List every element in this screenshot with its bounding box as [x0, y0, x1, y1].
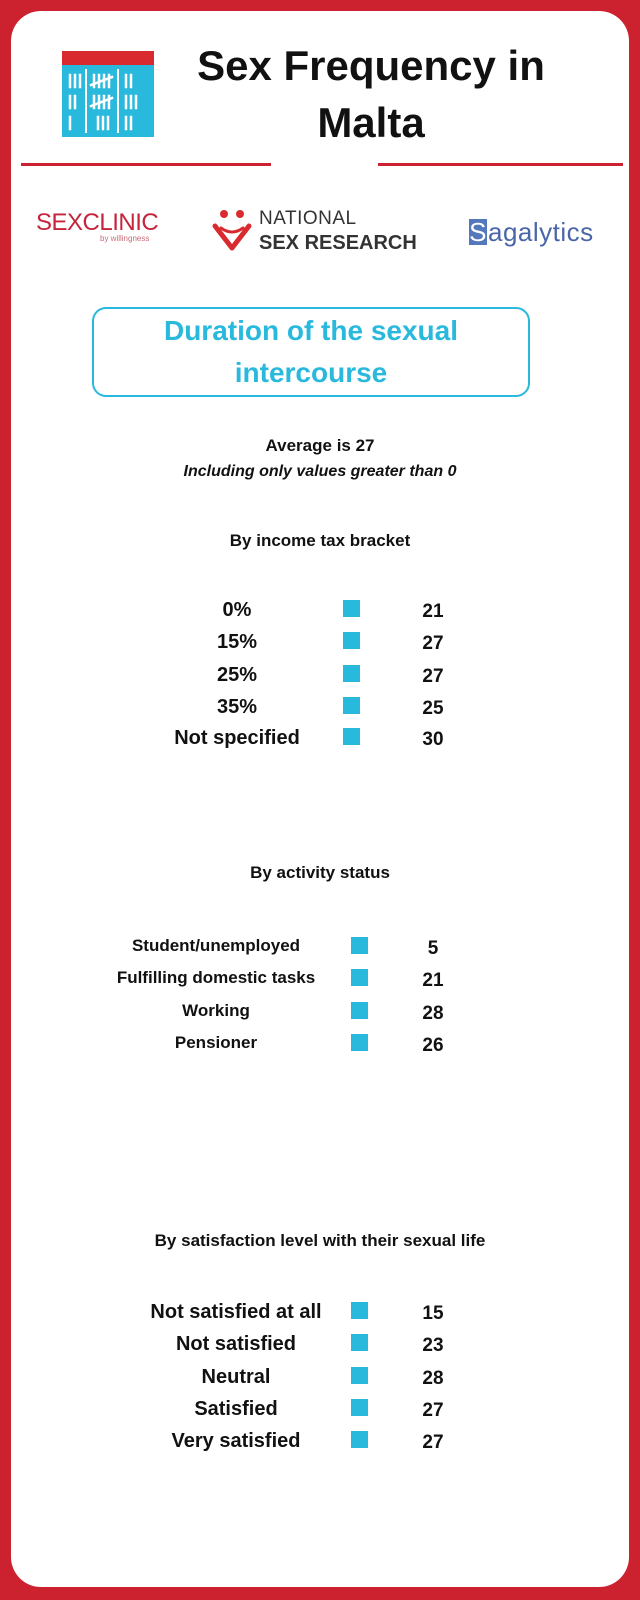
row-marker-square	[351, 1302, 368, 1319]
row-label: Student/unemployed	[131, 936, 301, 955]
row-label: 35%	[216, 696, 258, 718]
heart-logo-icon	[211, 208, 253, 254]
average-text: Average is 27	[265, 436, 375, 455]
row-value: 25	[422, 698, 444, 719]
row-label: Pensioner	[174, 1033, 258, 1052]
row-value: 5	[427, 938, 439, 959]
row-value: 21	[422, 970, 444, 991]
sexclinic-logo	[36, 209, 186, 243]
row-value: 28	[422, 1368, 444, 1389]
row-label: 0%	[222, 599, 252, 621]
page-title: Sex Frequency in Malta	[197, 42, 545, 146]
row-marker-square	[351, 969, 368, 986]
row-value: 27	[422, 666, 444, 687]
row-label: Very satisfied	[171, 1430, 301, 1452]
row-label: 25%	[216, 664, 258, 686]
row-marker-square	[351, 1431, 368, 1448]
row-value: 23	[422, 1335, 444, 1356]
sagalytics-logo	[469, 217, 619, 248]
section-title: Duration of the sexual intercourse	[163, 315, 459, 388]
row-value: 27	[422, 633, 444, 654]
row-marker-square	[351, 937, 368, 954]
sagalytics-logo-initial: S	[469, 217, 487, 247]
row-marker-square	[343, 697, 360, 714]
section-title-box	[92, 307, 530, 397]
sexclinic-logo-bold: SEX	[36, 209, 83, 236]
row-label: Not satisfied	[175, 1333, 297, 1355]
row-label: Fulfilling domestic tasks	[116, 968, 316, 987]
row-marker-square	[343, 728, 360, 745]
header-divider-right	[378, 163, 623, 166]
row-value: 26	[422, 1035, 444, 1056]
header-divider-left	[21, 163, 271, 166]
nsr-logo-line2: SEX RESEARCH	[259, 232, 417, 254]
row-value: 28	[422, 1003, 444, 1024]
row-marker-square	[351, 1367, 368, 1384]
row-label: Neutral	[201, 1366, 271, 1388]
calendar-icon	[62, 45, 154, 137]
infographic-card	[11, 11, 629, 1587]
sexclinic-logo-sub: by willingness	[100, 234, 150, 243]
row-label: Satisfied	[194, 1398, 278, 1420]
row-label: 15%	[216, 631, 258, 653]
row-marker-square	[351, 1334, 368, 1351]
table-heading: By activity status	[250, 863, 390, 882]
row-marker-square	[351, 1399, 368, 1416]
table-heading: By satisfaction level with their sexual life	[154, 1231, 486, 1250]
row-marker-square	[343, 665, 360, 682]
row-marker-square	[351, 1034, 368, 1051]
row-value: 21	[422, 601, 444, 622]
row-marker-square	[351, 1002, 368, 1019]
nsr-logo-line1: NATIONAL	[259, 208, 357, 229]
row-label: Working	[182, 1001, 250, 1020]
average-note: Including only values greater than 0	[183, 463, 457, 480]
row-value: 15	[422, 1303, 444, 1324]
row-marker-square	[343, 632, 360, 649]
row-value: 30	[422, 729, 444, 750]
row-label: Not specified	[174, 727, 300, 749]
row-marker-square	[343, 600, 360, 617]
row-value: 27	[422, 1400, 444, 1421]
sagalytics-logo-rest: agalytics	[488, 217, 594, 247]
sexclinic-logo-light: CLINIC	[82, 209, 159, 236]
row-label: Not satisfied at all	[150, 1301, 322, 1323]
row-value: 27	[422, 1432, 444, 1453]
table-heading: By income tax bracket	[229, 531, 411, 550]
